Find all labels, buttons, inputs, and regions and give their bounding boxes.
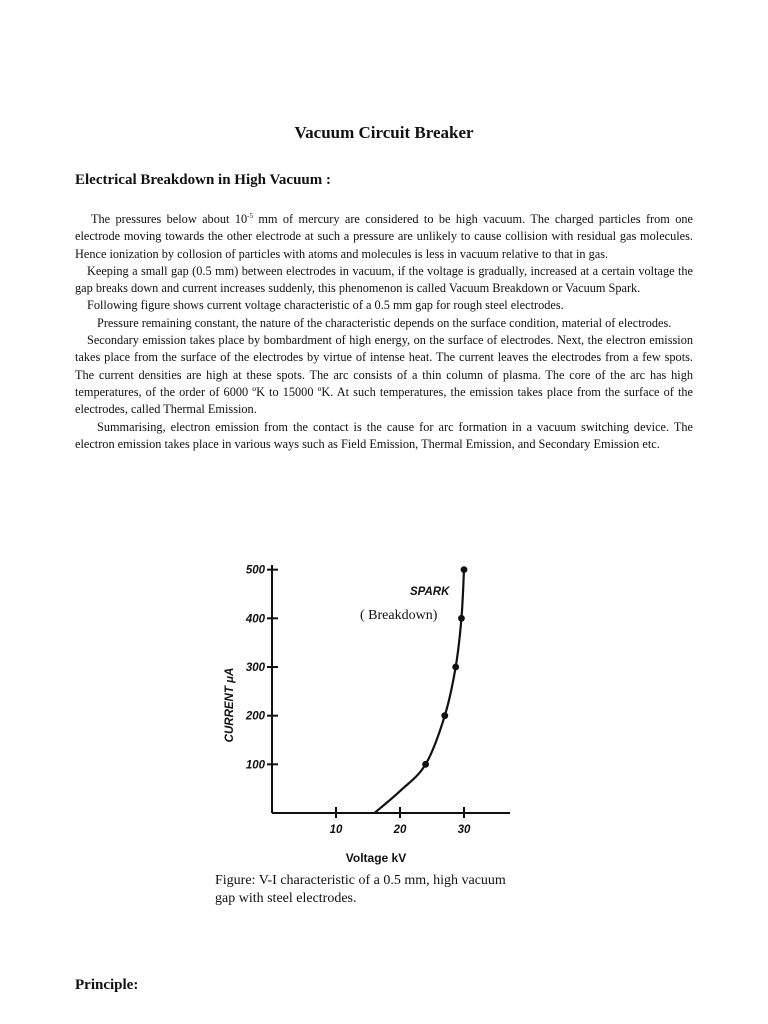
vi-curve [374, 570, 464, 813]
caption-line-1: Figure: V-I characteristic of a 0.5 mm, high vacuum [215, 873, 506, 888]
x-axis-label: Voltage kV [345, 851, 407, 865]
data-point [441, 712, 448, 719]
data-point [458, 615, 465, 622]
y-tick-label: 400 [245, 613, 265, 626]
data-point [452, 664, 459, 671]
y-tick-label: 500 [245, 564, 265, 577]
paragraph-6: Summarising, electron emission from the contact is the cause for arc formation in a vacuum switching device. The electron emission takes place in various ways such as Field Emission, Thermal Emission, and Secondary Emission etc. [75, 419, 693, 451]
data-point [461, 566, 468, 573]
paragraph-4: Pressure remaining constant, the nature of the characteristic depends on the surface condition, material of electrodes. [97, 315, 672, 330]
x-tick-label: 30 [457, 824, 471, 836]
caption-line-2: gap with steel electrodes. [215, 891, 357, 906]
page-title: Vacuum Circuit Breaker [294, 123, 474, 142]
y-axis-label: CURRENT μA [224, 667, 236, 743]
superscript: -5 [247, 212, 253, 220]
y-tick-label: 300 [245, 661, 265, 674]
figure-caption [215, 872, 575, 908]
vi-chart [200, 555, 530, 875]
y-tick-label: 200 [245, 710, 265, 723]
paragraph-5: Secondary emission takes place by bombardment of high energy, on the surface of electrodes. Next, the electron emission takes place from the surface of the electrodes by virtue of intense heat. The current leaves the electrodes from a few spots. The current densities are high at these spots. The arc consists of a thin column of plasma. The core of the arc has high temperatures, of the order of 6000 ºK to 15000 ºK. At such temperatures, the emission takes place from the surface of the electrodes, called Thermal Emission. [75, 333, 693, 417]
body-text [75, 211, 693, 453]
paragraph-1-end: mm of mercury are considered to be high vacuum. The charged particles from one electrode moving towards the other electrode at such a pressure are unlikely to cause collision with residual gas molecules. Hence ionization by collosion of particles with atoms and molecules is less in vacuum relative to that in gas. [75, 212, 694, 261]
x-tick-label: 20 [393, 824, 407, 836]
section-heading: Electrical Breakdown in High Vacuum : [75, 172, 331, 188]
breakdown-label: ( Breakdown) [360, 608, 438, 623]
spark-label: SPARK [410, 586, 450, 598]
paragraph-3: Following figure shows current voltage characteristic of a 0.5 mm gap for rough steel electrodes. [87, 298, 564, 313]
paragraph-1 [75, 211, 693, 263]
principle-heading: Principle: [75, 977, 139, 993]
y-tick-label: 100 [245, 759, 265, 772]
data-point [422, 761, 429, 768]
paragraph-1-start: The pressures below about 10 [91, 212, 248, 226]
x-tick-label: 10 [329, 824, 343, 836]
paragraph-2: Keeping a small gap (0.5 mm) between electrodes in vacuum, if the voltage is gradually, increased at a certain voltage the gap breaks down and current increases suddenly, this phenomenon is called Vacuum Breakdown or Vacuum Spark. [75, 263, 693, 296]
vi-characteristic-figure [200, 555, 530, 875]
